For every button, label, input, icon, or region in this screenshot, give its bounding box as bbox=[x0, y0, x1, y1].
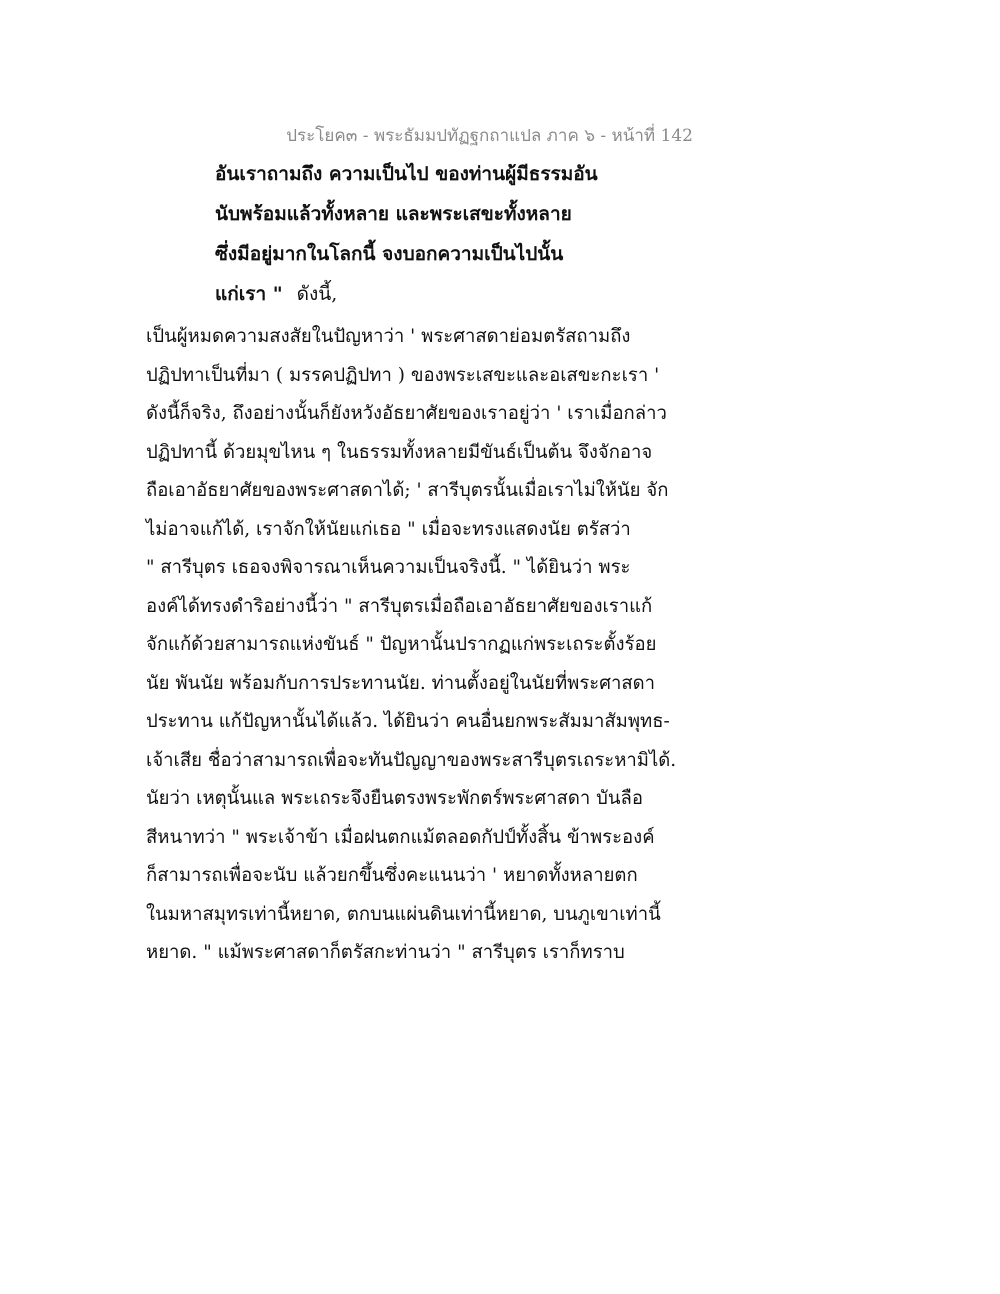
body-line: เจ้าเสีย ชื่อว่าสามารถเพื่อจะทันปัญญาของพระสารีบุตรเถระหามิได้. bbox=[146, 749, 677, 771]
verse-line-end: แก่เรา " bbox=[215, 283, 283, 305]
body-paragraph bbox=[146, 318, 706, 973]
body-line: นัย พันนัย พร้อมกับการประทานนัย. ท่านตั้งอยู่ในนัยที่พระศาสดา bbox=[146, 672, 656, 694]
body-line: หยาด. " แม้พระศาสดาก็ตรัสกะท่านว่า " สารีบุตร เราก็ทราบ bbox=[146, 942, 625, 963]
body-line: ถือเอาอัธยาศัยของพระศาสดาได้; ' สารีบุตรนั้นเมื่อเราไม่ให้นัย จัก bbox=[146, 480, 669, 501]
verse-line-last bbox=[215, 274, 655, 314]
body-line: ดังนี้ก็จริง, ถึงอย่างนั้นก็ยังหวังอัธยาศัยของเราอยู่ว่า ' เราเมื่อกล่าว bbox=[146, 403, 667, 424]
body-line: ไม่อาจแก้ได้, เราจักให้นัยแก่เธอ " เมื่อจะทรงแสดงนัย ตรัสว่า bbox=[146, 518, 631, 540]
body-line: ในมหาสมุทรเท่านี้หยาด, ตกบนแผ่นดินเท่านี้หยาด, บนภูเขาเท่านี้ bbox=[146, 903, 661, 925]
verse-line: นับพร้อมแล้วทั้งหลาย และพระเสขะทั้งหลาย bbox=[215, 203, 572, 225]
body-line: ก็สามารถเพื่อจะนับ แล้วยกขึ้นซึ่งคะแนนว่า ' หยาดทั้งหลายตก bbox=[146, 865, 638, 886]
verse-line: อันเราถามถึง ความเป็นไป ของท่านผู้มีธรรมอัน bbox=[215, 163, 598, 185]
page-header: ประโยค๓ - พระธัมมปทัฏฐกถาแปล ภาค ๖ - หน้าที่ 142 bbox=[286, 126, 693, 146]
body-line: ประทาน แก้ปัญหานั้นได้แล้ว. ได้ยินว่า คนอื่นยกพระสัมมาสัมพุทธ- bbox=[146, 711, 670, 732]
verse-closing-text: ดังนี้, bbox=[296, 283, 338, 305]
body-line: ปฏิปทานี้ ด้วยมุขไหน ๆ ในธรรมทั้งหลายมีขันธ์เป็นต้น จึงจักอาจ bbox=[146, 441, 653, 463]
body-line: นัยว่า เหตุนั้นแล พระเถระจึงยืนตรงพระพักตร์พระศาสดา บันลือ bbox=[146, 788, 643, 809]
body-line: ปฏิปทาเป็นที่มา ( มรรคปฏิปทา ) ของพระเสขะและอเสขะกะเรา ' bbox=[146, 364, 660, 386]
body-line: จักแก้ด้วยสามารถแห่งขันธ์ " ปัญหานั้นปรากฏแก่พระเถระตั้งร้อย bbox=[146, 634, 657, 655]
body-line: " สารีบุตร เธอจงพิจารณาเห็นความเป็นจริงนี้. " ได้ยินว่า พระ bbox=[146, 557, 631, 578]
verse-line: ซึ่งมีอยู่มากในโลกนี้ จงบอกความเป็นไปนั้น bbox=[215, 243, 564, 265]
body-line: องค์ได้ทรงดำริอย่างนี้ว่า " สารีบุตรเมื่อถือเอาอัธยาศัยของเราแก้ bbox=[146, 595, 653, 617]
body-line: เป็นผู้หมดความสงสัยในปัญหาว่า ' พระศาสดาย่อมตรัสถามถึง bbox=[146, 326, 631, 347]
body-line: สีหนาทว่า " พระเจ้าข้า เมื่อฝนตกแม้ตลอดกัปป์ทั้งสิ้น ข้าพระองค์ bbox=[146, 826, 655, 848]
verse-block bbox=[215, 154, 655, 314]
